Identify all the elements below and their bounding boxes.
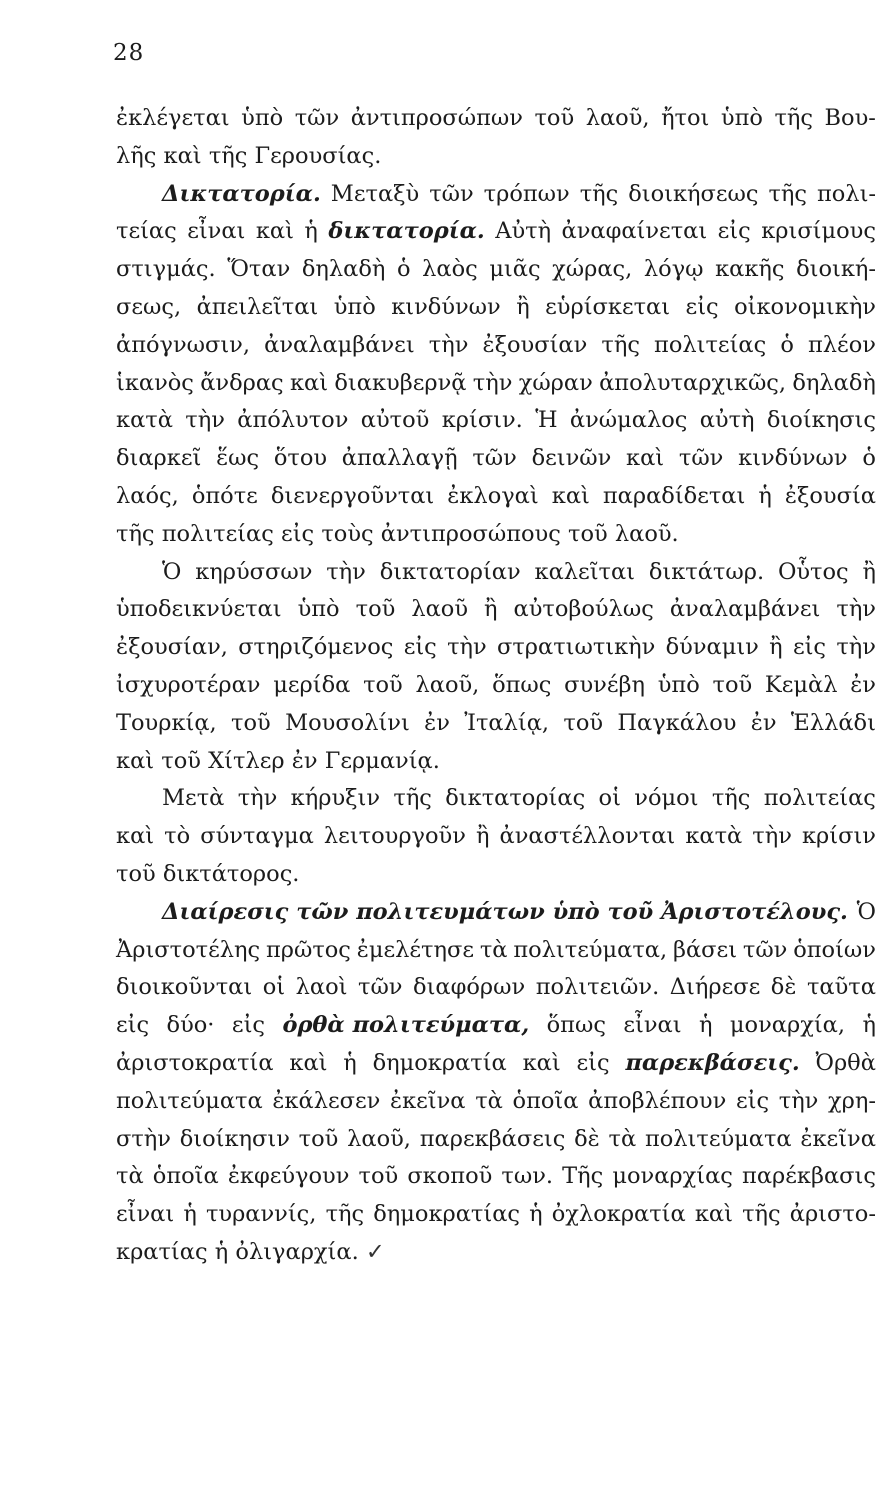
word: καλεῖται [534, 558, 635, 585]
word: ἢ [862, 558, 876, 585]
word: ταῦτα [806, 974, 876, 1001]
word: ἀπαλλαγῇ [341, 445, 458, 472]
text-line [116, 1234, 876, 1272]
word: κινδύνων [738, 445, 848, 472]
word: κήρυξιν [290, 785, 381, 812]
word: τοῦ [298, 1125, 339, 1152]
word: Ἀριστοτέλης [116, 936, 261, 963]
word: τὴν [472, 369, 513, 396]
word: ὁ [396, 256, 411, 283]
word: καὶ [116, 747, 155, 774]
word: διοίκησιν [179, 1125, 290, 1152]
word: τῶν [472, 445, 517, 472]
word: τὰ [479, 936, 508, 963]
word: ὁποίων [793, 936, 876, 963]
word: εἰς [403, 634, 437, 661]
word: λόγῳ [643, 256, 704, 283]
word: τῆς [774, 105, 813, 131]
word: οἰκονομικὴν [734, 293, 876, 320]
word: ἐκεῖνα [390, 1087, 466, 1114]
word: οἱ [598, 785, 621, 812]
word: ὑποδεικνύεται [116, 596, 282, 623]
word: τῆς [208, 142, 248, 169]
word: λαοῦ. [614, 520, 679, 547]
word: ἐν [750, 709, 777, 736]
word: εἶναι [187, 218, 246, 245]
text-line [116, 138, 876, 176]
word: εἰς [735, 1087, 770, 1114]
word: τῆς [579, 180, 619, 207]
word: πολιτείας [654, 331, 767, 358]
word: χώρας, [552, 256, 633, 283]
word: παραδίδεται [602, 482, 746, 509]
text-line [116, 780, 876, 818]
word: Ἡ [535, 407, 558, 434]
word: συνέβη [564, 671, 645, 698]
word: ἡ [862, 1012, 876, 1039]
text-line [116, 743, 876, 781]
word: λαοῦ, [585, 105, 650, 131]
body-text [116, 100, 876, 1272]
word: ἀπολυταρχικῶς, [599, 369, 787, 396]
text-line [116, 629, 876, 667]
word: ὑπὸ [297, 596, 340, 623]
word: διοικήσεως [628, 180, 759, 207]
word: τὴν [836, 596, 876, 623]
word: ἢ [769, 634, 783, 661]
word: τοῦ [161, 747, 201, 774]
word: Παγκάλου [617, 709, 737, 736]
word: δύναμιν [665, 634, 759, 661]
word: πρῶτος [265, 936, 351, 963]
word: σκοποῦ [407, 1163, 493, 1190]
word: καὶ [289, 1049, 328, 1076]
word: ἐν [291, 747, 318, 774]
word: ὅπως [546, 1012, 606, 1039]
word: μοναρχία, [729, 1012, 845, 1039]
word: ἡ [529, 1201, 543, 1228]
word: ἐξουσίαν, [116, 634, 228, 661]
word: τῶν [294, 105, 340, 131]
text-line [116, 516, 876, 554]
word: ἀπειλεῖται [196, 293, 319, 320]
word: τρόπων [483, 180, 570, 207]
word: τυραννίς, [205, 1201, 317, 1228]
word: ὀλιγαρχία. [235, 1238, 359, 1265]
word: ἐξουσίαν [482, 331, 588, 358]
word: ἡ [758, 482, 772, 509]
word: ἀναλαμβάνει [264, 331, 415, 358]
word: τὴν [185, 407, 225, 434]
word: αὐτοβούλως [513, 596, 654, 623]
text-line [116, 440, 876, 478]
word: ἀναστέλλονται [499, 823, 676, 850]
text-line [116, 932, 876, 970]
text-line [116, 591, 876, 629]
word: τὴν [778, 1087, 819, 1114]
word: εἰς [281, 520, 315, 547]
word: Γερουσίας. [254, 142, 382, 169]
word: ὁ [780, 331, 794, 358]
word: στιγμάς. [116, 256, 216, 283]
word: ἡ [304, 218, 318, 245]
text-line [116, 1083, 876, 1121]
word: Βου- [824, 105, 876, 131]
word: Τουρκίᾳ, [116, 709, 217, 736]
word: καὶ [116, 823, 155, 850]
word: Μετὰ [162, 785, 225, 812]
word: δικτατορίαν [379, 558, 521, 585]
word: λαὸς [422, 256, 478, 283]
text-line [116, 176, 876, 214]
word: ὅπως [492, 671, 552, 698]
word: ὀχλοκρατία [551, 1201, 686, 1228]
word: τῆς [711, 785, 751, 812]
word: ἀριστοκρατία [116, 1049, 274, 1076]
word: Ὀρθὰ [815, 1049, 876, 1076]
word: διοίκησις [766, 407, 876, 434]
word: κινδύνων [391, 293, 501, 320]
word: διαφόρων [413, 974, 526, 1001]
word: διαρκεῖ [116, 445, 202, 472]
word: ἰσχυροτέραν [116, 671, 261, 698]
text-line [116, 1045, 876, 1083]
word: παρέκβασις [742, 1163, 876, 1190]
word: δηλαδὴ [792, 369, 876, 396]
word: εὑρίσκεται [545, 293, 671, 320]
word: τὴν [836, 634, 876, 661]
word: Μεταξὺ [330, 180, 420, 207]
word: πολι- [816, 180, 876, 207]
word: Χίτλερ [208, 747, 285, 774]
text-line [116, 1007, 876, 1045]
word: πολιτεύματα [644, 1125, 792, 1152]
word: ὅτου [273, 445, 328, 472]
word: ὁ [862, 445, 876, 472]
text-line [116, 402, 876, 440]
word: παρεκβάσεις [419, 1125, 566, 1152]
word: καὶ [694, 1201, 733, 1228]
word: τείας [116, 218, 177, 245]
word: ὑπὸ [241, 105, 284, 131]
bold-term: Διαίρεσις τῶν πολιτευμάτων ὑπὸ τοῦ Ἀριστοτέλους. [162, 898, 848, 925]
word: ἀπόλυτον [237, 407, 349, 434]
word: Διήρεσε [669, 974, 761, 1001]
word: τὰ [608, 1125, 637, 1152]
bold-term: ὀρθὰ πολιτεύματα, [282, 1012, 530, 1039]
word: δικτατορίας [445, 785, 586, 812]
word: Τῆς [562, 1163, 604, 1190]
word: λαοῦ [411, 596, 468, 623]
word: μοναρχίας [612, 1163, 733, 1190]
word: ἱκανὸς [116, 369, 194, 396]
word: τοῦ [534, 105, 575, 131]
word: καὶ [163, 142, 202, 169]
word: ἀνώμαλος [569, 407, 688, 434]
bold-term: παρεκβάσεις. [625, 1049, 800, 1076]
word: λαός, [116, 482, 179, 509]
word: ὁποῖα [512, 1087, 579, 1114]
text-line [116, 289, 876, 327]
word: ἀντιπροσώπους [380, 520, 561, 547]
word: τῆς [393, 785, 432, 812]
word: δικτάτωρ. [648, 558, 765, 585]
text-line [116, 365, 876, 403]
word: τῆς [742, 1201, 781, 1228]
word: τοῦ [563, 709, 604, 736]
text-line [116, 213, 876, 251]
word: ἡ [214, 1238, 229, 1265]
word: τοῦ [568, 520, 608, 547]
word: δημοκρατία [372, 1049, 507, 1076]
word: τὴν [326, 558, 366, 585]
word: αὐτοῦ [360, 407, 430, 434]
word: Αὐτὴ [495, 218, 552, 245]
word: ὑπὸ [333, 293, 376, 320]
word: εἰς [685, 293, 719, 320]
word: τῶν [742, 936, 788, 963]
word: ἐκλογαὶ [447, 482, 539, 509]
text-line [116, 327, 876, 365]
word: μερίδα [273, 671, 351, 698]
word: βάσει [672, 936, 738, 963]
page-number: 28 [113, 40, 145, 66]
word: ἢ [475, 823, 490, 850]
text-line [116, 1121, 876, 1159]
word: Ἑλλάδι [790, 709, 876, 736]
word: τοῦ [116, 860, 156, 887]
word: εἶναι [623, 1012, 682, 1039]
word: σεως, [116, 293, 182, 320]
word: πολιτεύματα, [513, 936, 668, 963]
word: κρίσιν [801, 823, 876, 850]
text-line [116, 478, 876, 516]
text-line [116, 969, 876, 1007]
text-line [116, 554, 876, 592]
word: δύο· [166, 1012, 215, 1039]
word: λαοῦ, [347, 1125, 411, 1152]
word: μιᾶς [489, 256, 541, 283]
word: Οὗτος [777, 558, 849, 585]
word: δεινῶν [531, 445, 612, 472]
word: εἰς [116, 1012, 150, 1039]
word: διοικοῦνται [116, 974, 253, 1001]
word: τοῦ [355, 596, 396, 623]
word: δημοκρατίας [373, 1201, 520, 1228]
word: τοῦ [358, 1163, 399, 1190]
bold-term: Δικτατορία. [162, 180, 321, 207]
word: καὶ [551, 482, 590, 509]
word: χώραν [518, 369, 593, 396]
word: δὲ [770, 974, 797, 1001]
word: ἐκεῖνα [800, 1125, 876, 1152]
word: κατὰ [116, 407, 173, 434]
word: νόμοι [634, 785, 699, 812]
word: Ἰταλίᾳ, [464, 709, 550, 736]
text-line [116, 1158, 876, 1196]
word: τῶν [678, 445, 724, 472]
word: εἰς [576, 1049, 610, 1076]
bold-term: δικτατορία. [328, 218, 485, 245]
text-line [116, 894, 876, 932]
word: ἢ [516, 293, 530, 320]
text-line [116, 705, 876, 743]
word: δηλαδὴ [301, 256, 386, 283]
word: ἀναλαμβάνει [669, 596, 821, 623]
word: ἕως [216, 445, 260, 472]
text-line [116, 856, 876, 894]
word: σύνταγμα [200, 823, 314, 850]
word: λαοὶ [295, 974, 348, 1001]
word: ἡ [183, 1201, 197, 1228]
text-line [116, 100, 876, 138]
word: των. [501, 1163, 554, 1190]
word: ἄνδρας [200, 369, 284, 396]
word: ὁπότε [191, 482, 258, 509]
word: διακυβερνᾷ [334, 369, 467, 396]
word: τοῦ [712, 671, 753, 698]
word: τοῦ [231, 709, 271, 736]
word: τὴν [752, 823, 792, 850]
word: κακῆς [715, 256, 785, 283]
word: εἰς [231, 1012, 265, 1039]
word: τὰ [475, 1087, 503, 1114]
word: Ὁ [162, 558, 182, 585]
word: ἡ [699, 1012, 713, 1039]
word: Ὁ [856, 898, 876, 925]
word: δικτάτορος. [162, 860, 300, 887]
checkmark-icon: ✓ [365, 1238, 385, 1265]
text-line [116, 251, 876, 289]
text-line [116, 1196, 876, 1234]
word: ὁποῖα [152, 1163, 219, 1190]
word: στηριζόμενος [238, 634, 394, 661]
word: οἱ [262, 974, 286, 1001]
word: ἀναφαίνεται [561, 218, 708, 245]
word: καὶ [522, 1049, 561, 1076]
word: τὰ [116, 1163, 144, 1190]
word: ἐμελέτησε [356, 936, 474, 963]
word: ἀποβλέπουν [588, 1087, 727, 1114]
word: λαοῦ, [415, 671, 480, 698]
word: ἐν [424, 709, 450, 736]
word: πολιτειῶν. [535, 974, 660, 1001]
word: πλέον [807, 331, 876, 358]
word: στρατιωτικὴν [496, 634, 656, 661]
word: λῆς [116, 142, 157, 169]
word: διοική- [796, 256, 876, 283]
word: δὲ [574, 1125, 600, 1152]
word: ὑπὸ [657, 671, 700, 698]
word: ἀριστο- [789, 1201, 876, 1228]
text-line [116, 818, 876, 856]
word: καὶ [626, 445, 665, 472]
word: ἐκφεύγουν [227, 1163, 350, 1190]
word: ἀπόγνωσιν, [116, 331, 251, 358]
word: τῶν [358, 974, 403, 1001]
word: τῆς [601, 331, 640, 358]
word: τῆς [325, 1201, 365, 1228]
word: κρίσιν. [441, 407, 523, 434]
word: εἰς [792, 634, 827, 661]
word: πολιτείας [763, 785, 876, 812]
word: Γερμανίᾳ. [324, 747, 440, 774]
text-line [116, 667, 876, 705]
word: τοὺς [321, 520, 374, 547]
word: κρατίας [116, 1238, 208, 1265]
word: ἐκλέγεται [116, 105, 230, 131]
word: τῶν [429, 180, 474, 207]
word: Κεμὰλ [764, 671, 838, 698]
word: τὴν [447, 634, 487, 661]
word: ἐκάλεσεν [272, 1087, 381, 1114]
word: καὶ [289, 369, 329, 396]
word: εἰς [717, 218, 751, 245]
word: καὶ [255, 218, 294, 245]
word: πολιτεύματα [116, 1087, 263, 1114]
word: εἶναι [116, 1201, 175, 1228]
word: Μουσολίνι [285, 709, 410, 736]
word: τὸ [164, 823, 191, 850]
word: ἡ [343, 1049, 357, 1076]
word: λειτουργοῦν [323, 823, 466, 850]
word: κρισίμους [761, 218, 876, 245]
word: ἤτοι [661, 105, 710, 131]
word: κατὰ [685, 823, 743, 850]
word: χρη- [828, 1087, 876, 1114]
word: αὐτὴ [699, 407, 755, 434]
word: Ὅταν [227, 256, 291, 283]
word: ἢ [484, 596, 498, 623]
word: ἐξουσία [784, 482, 876, 509]
word: ὑπὸ [720, 105, 763, 131]
word: ἀντιπροσώπων [350, 105, 523, 131]
word: τοῦ [363, 671, 403, 698]
word: τὴν [428, 331, 469, 358]
word: διενεργοῦνται [270, 482, 435, 509]
word: ἐν [850, 671, 876, 698]
word: στὴν [116, 1125, 171, 1152]
word: τῆς [768, 180, 807, 207]
word: κηρύσσων [195, 558, 313, 585]
word: τῆς [116, 520, 155, 547]
word: τὴν [237, 785, 278, 812]
word: πολιτείας [161, 520, 274, 547]
